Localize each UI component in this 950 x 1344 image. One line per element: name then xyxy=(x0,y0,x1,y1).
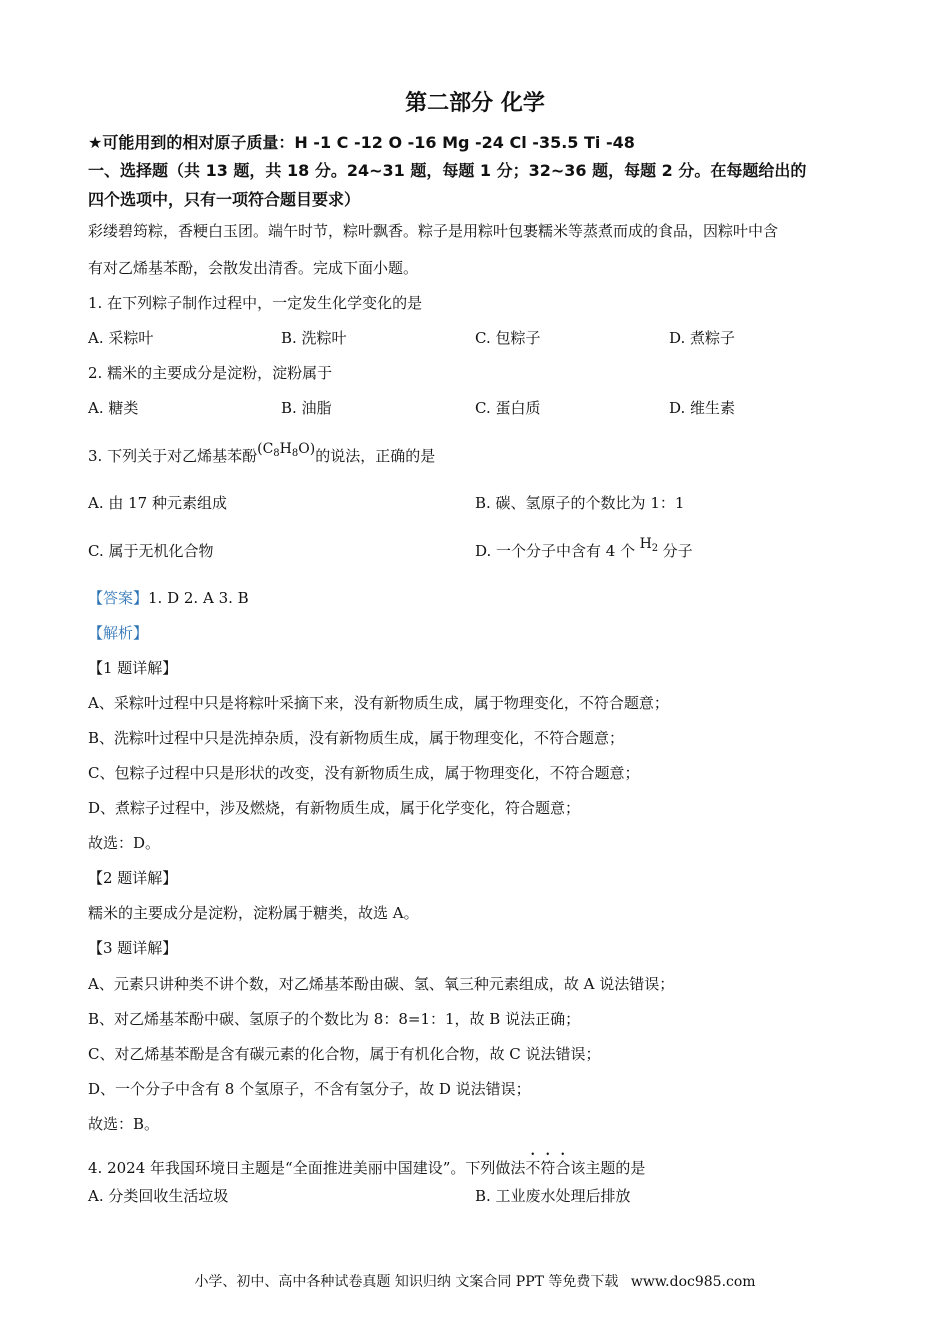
answer-tag: 【答案】 xyxy=(88,589,149,607)
q2-option-d: D. 维生素 xyxy=(669,399,736,417)
detail3-line: 故选：B。 xyxy=(88,1115,160,1133)
q4-option-a: A. 分类回收生活垃圾 xyxy=(88,1187,229,1205)
page-footer xyxy=(0,1271,950,1291)
detail2-line: 糯米的主要成分是淀粉，淀粉属于糖类，故选 A。 xyxy=(88,904,419,922)
intro-line1: 彩缕碧筠粽，香粳白玉团。端午时节，粽叶飘香。粽子是用粽叶包裹糯米等蒸煮而成的食品，因粽叶中含 xyxy=(88,222,779,240)
q3-stem xyxy=(88,441,436,472)
q3-d-formula: $H_2$ xyxy=(639,536,659,554)
q3-stem-prefix: 3. 下列关于对乙烯基苯酚 xyxy=(88,447,258,465)
q2-option-b: B. 油脂 xyxy=(281,399,332,417)
analysis-tag: 【解析】 xyxy=(88,624,149,642)
detail1-line: C、包粽子过程中只是形状的改变，没有新物质生成，属于物理变化，不符合题意； xyxy=(88,764,640,782)
q3-option-a: A. 由 17 种元素组成 xyxy=(88,494,227,512)
q3-option-d: D. 一个分子中含有 4 个 $H_2$ 分子 xyxy=(475,536,693,560)
footer-link[interactable]: www.doc985.com xyxy=(630,1274,756,1290)
detail1-line: 故选：D。 xyxy=(88,834,161,852)
q4-option-b: B. 工业废水处理后排放 xyxy=(475,1187,631,1205)
q2-stem: 2. 糯米的主要成分是淀粉，淀粉属于 xyxy=(88,364,333,382)
q2-option-c: C. 蛋白质 xyxy=(475,399,541,417)
q3-option-b: B. 碳、氢原子的个数比为 1：1 xyxy=(475,494,685,512)
q2-option-a: A. 糖类 xyxy=(88,399,139,417)
q3-option-c: C. 属于无机化合物 xyxy=(88,542,214,560)
q1-option-a: A. 采粽叶 xyxy=(88,329,154,347)
q3-stem-suffix: 的说法，正确的是 xyxy=(315,447,436,465)
q1-option-c: C. 包粽子 xyxy=(475,329,541,347)
q1-option-b: B. 洗粽叶 xyxy=(281,329,347,347)
answer-line xyxy=(88,588,249,608)
detail3-line: A、元素只讲种类不讲个数，对乙烯基苯酚由碳、氢、氧三种元素组成，故 A 说法错误； xyxy=(88,975,675,993)
q3-formula: $(C_8H_8O)$ xyxy=(257,441,316,459)
detail3-line: B、对乙烯基苯酚中碳、氢原子的个数比为 8：8=1：1，故 B 说法正确； xyxy=(88,1010,581,1028)
atomic-mass-line: ★可能用到的相对原子质量：H -1 C -12 O -16 Mg -24 Cl -35.5 Ti -48 xyxy=(88,133,635,152)
answer-text: 1. D 2. A 3. B xyxy=(148,589,249,607)
detail1-line: A、采粽叶过程中只是将粽叶采摘下来，没有新物质生成，属于物理变化，不符合题意； xyxy=(88,694,669,712)
section-heading-line1: 一、选择题（共 13 题，共 18 分。24~31 题，每题 1 分；32~36 题，每题 2 分。在每题给出的 xyxy=(88,161,807,180)
page-title: 第二部分 化学 xyxy=(405,91,545,116)
q4-stem: 4. 2024 年我国环境日主题是“全面推进美丽中国建设”。下列做法不符合该主题的是 xyxy=(88,1159,646,1177)
q4-emphasis: 不符合 xyxy=(525,1159,571,1177)
detail1-tag: 【1 题详解】 xyxy=(88,659,178,677)
intro-line2: 有对乙烯基苯酚，会散发出清香。完成下面小题。 xyxy=(88,259,419,277)
detail2-tag: 【2 题详解】 xyxy=(88,869,178,887)
q1-stem: 1. 在下列粽子制作过程中，一定发生化学变化的是 xyxy=(88,294,423,312)
footer-text: 小学、初中、高中各种试卷真题 知识归纳 文案合同 PPT 等免费下载 xyxy=(194,1274,619,1290)
q1-option-d: D. 煮粽子 xyxy=(669,329,736,347)
section-heading-line2: 四个选项中，只有一项符合题目要求） xyxy=(88,190,361,209)
detail3-line: D、一个分子中含有 8 个氢原子，不含有氢分子，故 D 说法错误； xyxy=(88,1080,531,1098)
detail3-tag: 【3 题详解】 xyxy=(88,939,178,957)
detail1-line: B、洗粽叶过程中只是洗掉杂质，没有新物质生成，属于物理变化，不符合题意； xyxy=(88,729,625,747)
detail3-line: C、对乙烯基苯酚是含有碳元素的化合物，属于有机化合物，故 C 说法错误； xyxy=(88,1045,601,1063)
detail1-line: D、煮粽子过程中，涉及燃烧，有新物质生成，属于化学变化，符合题意； xyxy=(88,799,581,817)
